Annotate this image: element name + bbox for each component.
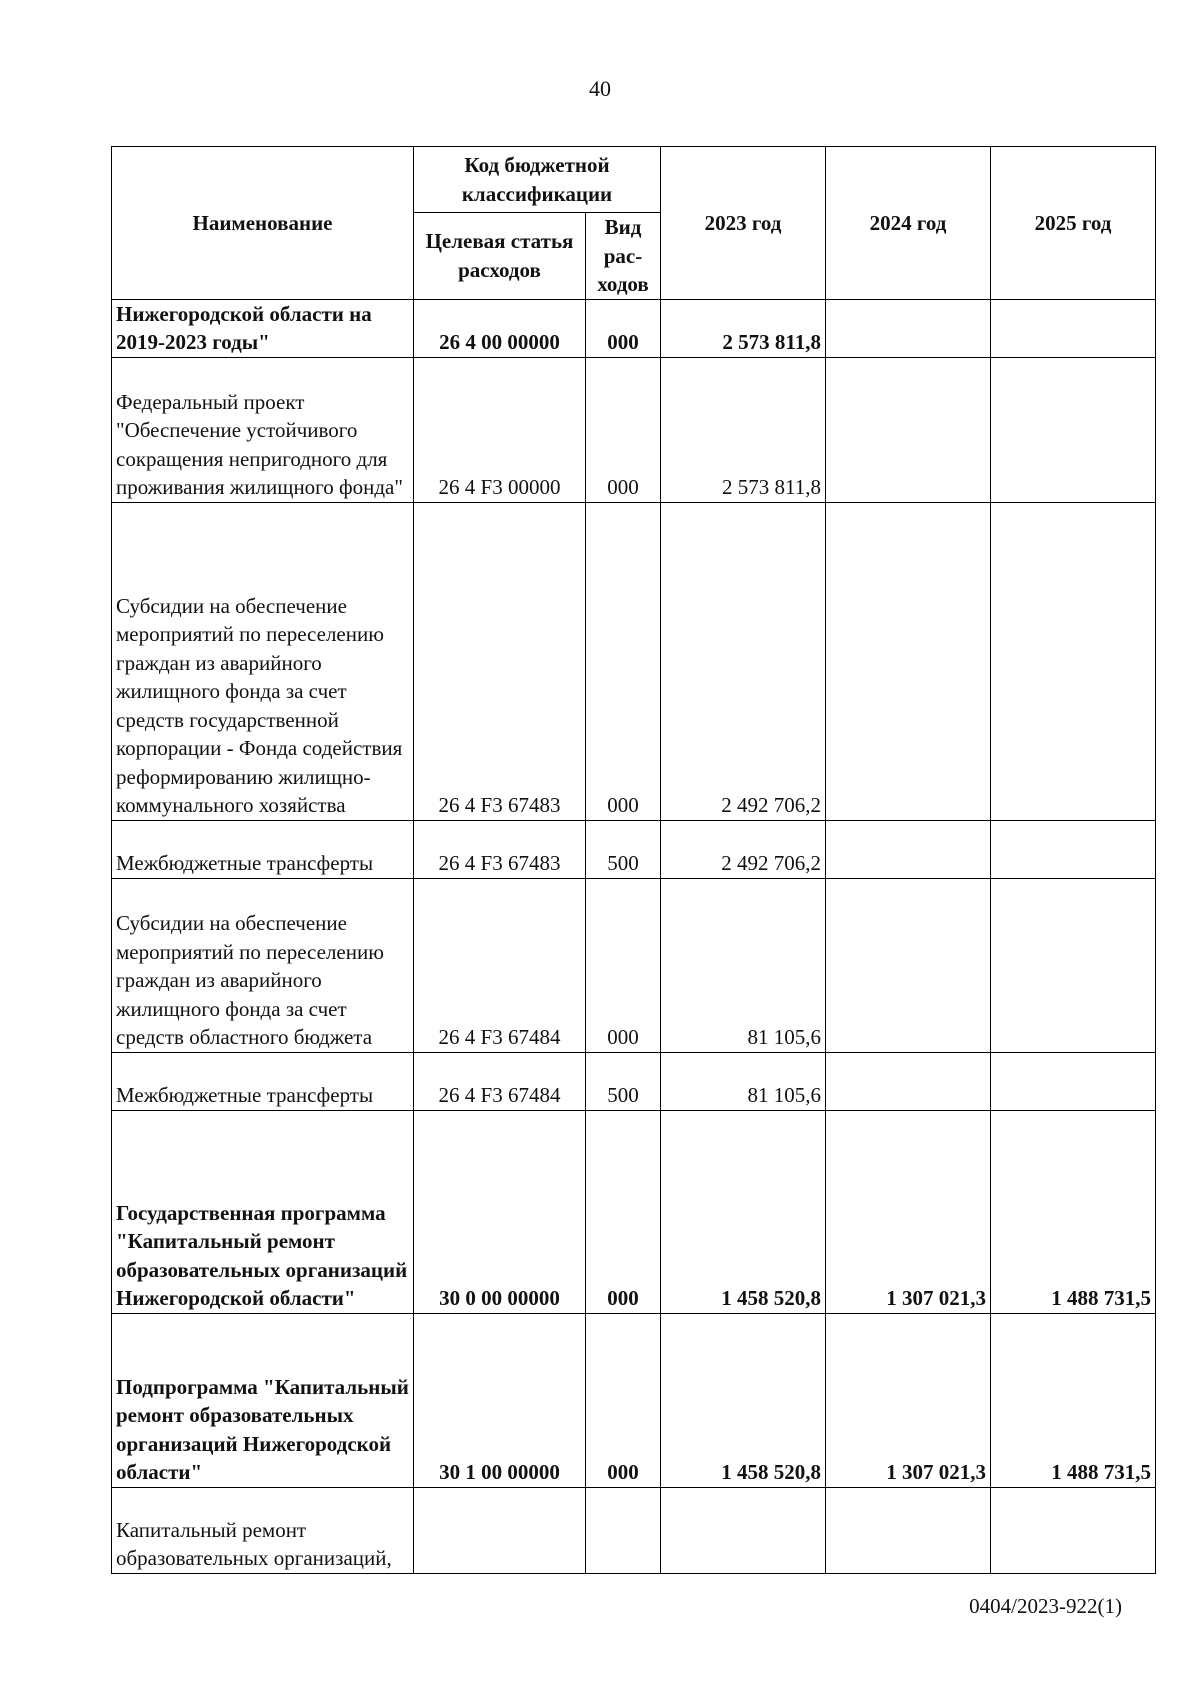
header-kind: Вид рас-ходов [586,213,661,300]
row-kind: 000 [586,357,661,502]
row-2025 [991,299,1156,357]
row-2024 [826,299,991,357]
row-2024 [826,820,991,878]
row-2024 [826,502,991,820]
row-name: Подпрограмма "Капитальный ремонт образовательных организаций Нижегородской области" [112,1313,414,1487]
table-row [112,357,1156,502]
row-2023: 81 105,6 [661,878,826,1052]
row-name: Федеральный проект "Обеспечение устойчивого сокращения непригодного для проживания жилищного фонда" [112,357,414,502]
header-2025: 2025 год [991,147,1156,300]
row-kind: 000 [586,1313,661,1487]
row-2023: 1 458 520,8 [661,1313,826,1487]
header-2024: 2024 год [826,147,991,300]
row-2024 [826,357,991,502]
document-code: 0404/2023-922(1) [969,1594,1122,1618]
row-2023: 2 573 811,8 [661,357,826,502]
row-name: Межбюджетные трансферты [112,1052,414,1110]
row-2025 [991,1487,1156,1573]
row-name: Государственная программа "Капитальный ремонт образовательных организаций Нижегородской области" [112,1110,414,1313]
row-kind: 000 [586,502,661,820]
row-kind: 500 [586,1052,661,1110]
row-2025: 1 488 731,5 [991,1110,1156,1313]
row-2024: 1 307 021,3 [826,1110,991,1313]
row-name: Межбюджетные трансферты [112,820,414,878]
table-row [112,502,1156,820]
row-2023: 2 573 811,8 [661,299,826,357]
row-2025 [991,502,1156,820]
row-target: 26 4 F3 67483 [414,502,586,820]
row-target [414,1487,586,1573]
row-name: Субсидии на обеспечение мероприятий по переселению граждан из аварийного жилищного фонда за счет средств областного бюджета [112,878,414,1052]
row-2023: 2 492 706,2 [661,820,826,878]
row-2023: 1 458 520,8 [661,1110,826,1313]
row-2023: 2 492 706,2 [661,502,826,820]
table-row [112,878,1156,1052]
row-2025 [991,878,1156,1052]
row-target: 26 4 00 00000 [414,299,586,357]
table-row [112,820,1156,878]
row-target: 30 1 00 00000 [414,1313,586,1487]
table-row [112,1487,1156,1573]
row-target: 26 4 F3 00000 [414,357,586,502]
row-2025 [991,1052,1156,1110]
table-row [112,1052,1156,1110]
row-2025 [991,357,1156,502]
row-name: Нижегородской области на 2019-2023 годы" [112,299,414,357]
header-2023: 2023 год [661,147,826,300]
header-name: Наименование [112,147,414,300]
row-kind: 000 [586,1110,661,1313]
row-kind: 000 [586,878,661,1052]
row-kind: 000 [586,299,661,357]
header-code-group: Код бюджетной классификации [414,147,661,213]
row-2023 [661,1487,826,1573]
row-2024 [826,1487,991,1573]
row-kind [586,1487,661,1573]
row-target: 26 4 F3 67484 [414,1052,586,1110]
row-kind: 500 [586,820,661,878]
header-target: Целевая статья расходов [414,213,586,300]
row-target: 30 0 00 00000 [414,1110,586,1313]
row-target: 26 4 F3 67483 [414,820,586,878]
row-target: 26 4 F3 67484 [414,878,586,1052]
page-number: 40 [589,76,611,101]
budget-table [111,146,1156,1574]
table-row [112,1313,1156,1487]
table-row [112,299,1156,357]
row-2024: 1 307 021,3 [826,1313,991,1487]
row-2023: 81 105,6 [661,1052,826,1110]
row-2024 [826,1052,991,1110]
row-2024 [826,878,991,1052]
row-2025 [991,820,1156,878]
row-name: Капитальный ремонт образовательных организаций, [112,1487,414,1573]
row-name: Субсидии на обеспечение мероприятий по переселению граждан из аварийного жилищного фонда за счет средств государственной корпорации - Фонда содействия реформированию жилищно-коммунального хозяйства [112,502,414,820]
row-2025: 1 488 731,5 [991,1313,1156,1487]
table-row [112,1110,1156,1313]
